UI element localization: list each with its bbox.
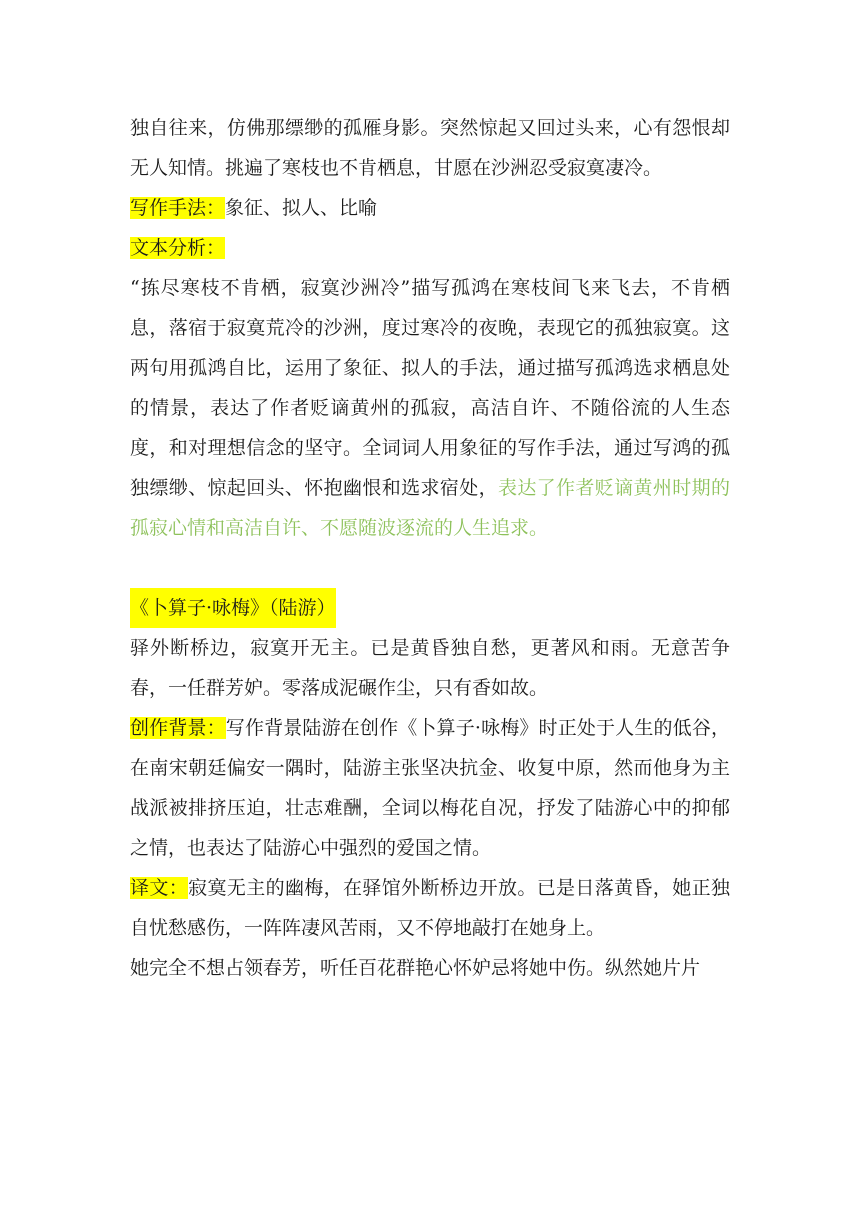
translation-tail-paragraph xyxy=(130,108,730,188)
background-text: 写作背景陆游在创作《卜算子·咏梅》时正处于人生的低谷，在南宋朝廷偏安一隅时，陆游主张坚决抗金、收复中原，然而他身为主战派被排挤压迫，壮志难酬，全词以梅花自况，抒发了陆游心中的抑郁之情，也表达了陆游心中强烈的爱国之情。 xyxy=(130,717,730,859)
translation-tail-text: 独自往来，仿佛那缥缈的孤雁身影。突然惊起又回过头来，心有怨恨却无人知情。挑遍了寒枝也不肯栖息，甘愿在沙洲忍受寂寞凄冷。 xyxy=(130,117,730,179)
section-spacer xyxy=(130,548,730,588)
technique-label: 写作手法： xyxy=(130,197,226,219)
poem-title-line xyxy=(130,588,730,628)
poem-title: 《卜算子·咏梅》（陆游） xyxy=(130,588,336,628)
analysis-paragraph xyxy=(130,268,730,548)
translation-continued-text: 她完全不想占领春芳，听任百花群艳心怀妒忌将她中伤。纵然她片片 xyxy=(130,957,701,979)
translation-paragraph xyxy=(130,868,730,948)
translation-continued-paragraph xyxy=(130,948,730,988)
analysis-conclusion-green: 表达了作者贬谪黄州时期的孤寂心情和高洁自许、不愿随波逐流的人生追求。 xyxy=(130,477,730,539)
technique-line xyxy=(130,188,730,228)
background-paragraph xyxy=(130,708,730,868)
translation-label: 译文： xyxy=(130,877,189,899)
analysis-heading-line xyxy=(130,228,730,268)
poem-text: 驿外断桥边，寂寞开无主。已是黄昏独自愁，更著风和雨。无意苦争春，一任群芳妒。零落成泥碾作尘，只有香如故。 xyxy=(130,637,730,699)
document-body xyxy=(130,108,730,988)
analysis-text: “拣尽寒枝不肯栖，寂寞沙洲冷”描写孤鸿在寒枝间飞来飞去，不肯栖息，落宿于寂寞荒冷的沙洲，度过寒冷的夜晚，表现它的孤独寂寞。这两句用孤鸿自比，运用了象征、拟人的手法，通过描写孤鸿选求栖息处的情景，表达了作者贬谪黄州的孤寂，高洁自许、不随俗流的人生态度，和对理想信念的坚守。全词词人用象征的写作手法，通过写鸿的孤独缥缈、惊起回头、怀抱幽恨和选求宿处， xyxy=(130,277,730,499)
analysis-label: 文本分析： xyxy=(130,237,226,259)
poem-paragraph xyxy=(130,628,730,708)
background-label: 创作背景： xyxy=(130,717,226,739)
translation-text: 寂寞无主的幽梅，在驿馆外断桥边开放。已是日落黄昏，她正独自忧愁感伤，一阵阵凄风苦雨，又不停地敲打在她身上。 xyxy=(130,877,730,939)
technique-text: 象征、拟人、比喻 xyxy=(225,197,378,219)
